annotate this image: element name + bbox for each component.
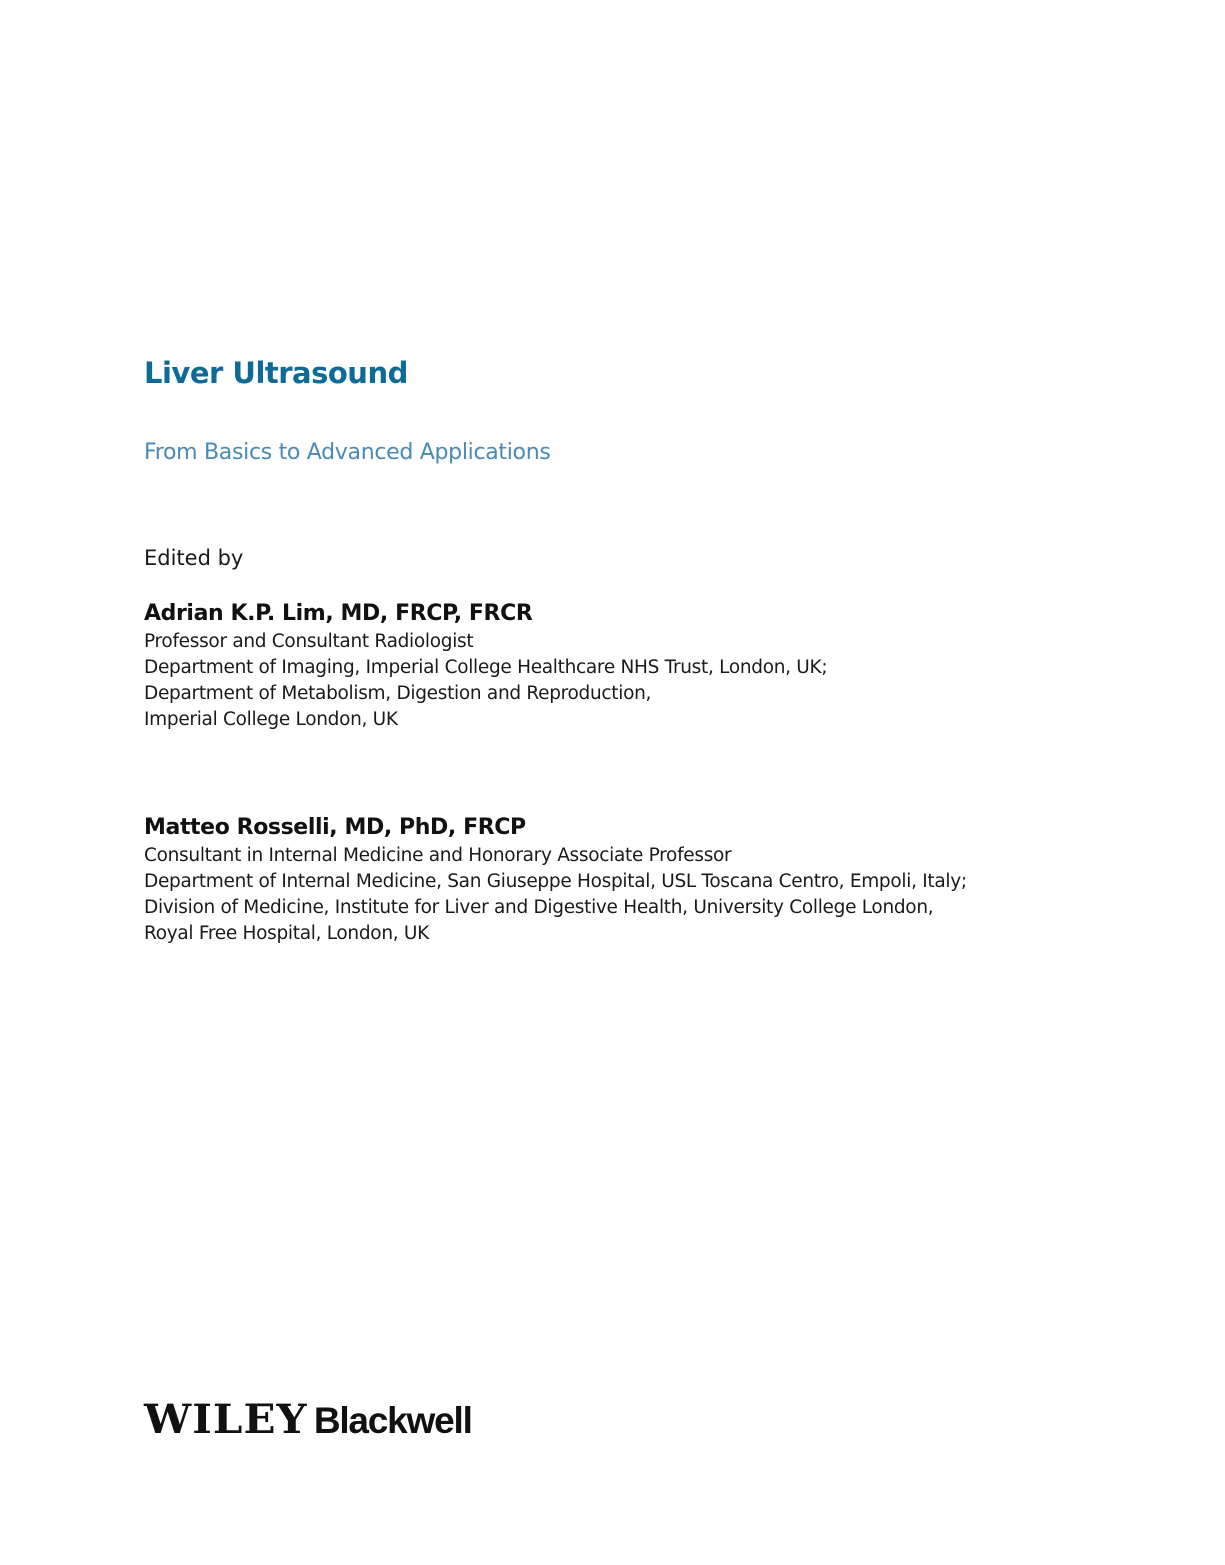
editor-block [144, 599, 1144, 733]
logo-wiley-wordmark: WILEY [144, 1396, 308, 1443]
affiliation-line: Royal Free Hospital, London, UK [144, 923, 429, 944]
affiliation-line: Department of Metabolism, Digestion and Reproduction, [144, 683, 652, 704]
logo-blackwell-wordmark: Blackwell [313, 1400, 472, 1441]
affiliation-line: Imperial College London, UK [144, 709, 398, 730]
editor-block [144, 813, 1144, 947]
edited-by-label: Edited by [144, 546, 244, 570]
affiliation-line: Consultant in Internal Medicine and Honorary Associate Professor [144, 845, 732, 866]
affiliation-line: Department of Internal Medicine, San Giuseppe Hospital, USL Toscana Centro, Empoli, Italy; [144, 871, 967, 892]
affiliation-line: Department of Imaging, Imperial College Healthcare NHS Trust, London, UK; [144, 657, 828, 678]
editor-name: Adrian K.P. Lim, MD, FRCP, FRCR [144, 601, 533, 626]
book-subtitle: From Basics to Advanced Applications [144, 440, 551, 465]
affiliation-line: Division of Medicine, Institute for Liver and Digestive Health, University College London, [144, 897, 934, 918]
editor-name: Matteo Rosselli, MD, PhD, FRCP [144, 815, 526, 840]
affiliation-line: Professor and Consultant Radiologist [144, 631, 474, 652]
book-title: Liver Ultrasound [144, 356, 408, 390]
publisher-logo [144, 1396, 472, 1443]
